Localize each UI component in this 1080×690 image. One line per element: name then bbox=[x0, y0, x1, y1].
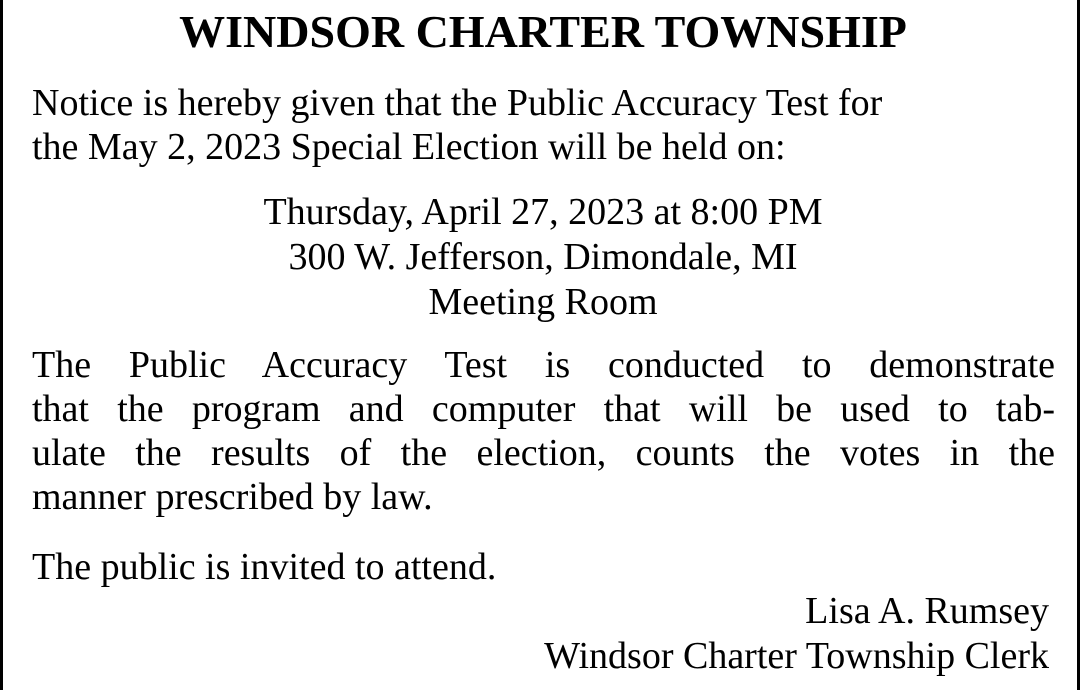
purpose-line: that the program and computer that will be used to tab- bbox=[32, 388, 1055, 430]
purpose-line: ulate the results of the election, counts the votes in the bbox=[32, 432, 1055, 474]
signer-name: Lisa A. Rumsey bbox=[805, 590, 1049, 632]
intro-line: the May 2, 2023 Special Election will be held on: bbox=[32, 126, 786, 168]
purpose-line: manner prescribed by law. bbox=[32, 476, 433, 518]
intro-line: Notice is hereby given that the Public Accuracy Test for bbox=[32, 82, 883, 124]
intro-paragraph bbox=[32, 81, 1055, 169]
event-details bbox=[3, 190, 1080, 325]
signature-block bbox=[544, 589, 1049, 679]
event-room: Meeting Room bbox=[428, 281, 658, 323]
event-address: 300 W. Jefferson, Dimondale, MI bbox=[288, 236, 798, 278]
event-date-time: Thursday, April 27, 2023 at 8:00 PM bbox=[263, 191, 823, 233]
purpose-line: The Public Accuracy Test is conducted to demonstrate bbox=[32, 344, 1055, 386]
notice-title: WINDSOR CHARTER TOWNSHIP bbox=[179, 6, 907, 57]
purpose-paragraph bbox=[32, 343, 1055, 519]
signer-title: Windsor Charter Township Clerk bbox=[544, 635, 1049, 677]
invitation-paragraph: The public is invited to attend. bbox=[32, 546, 497, 588]
